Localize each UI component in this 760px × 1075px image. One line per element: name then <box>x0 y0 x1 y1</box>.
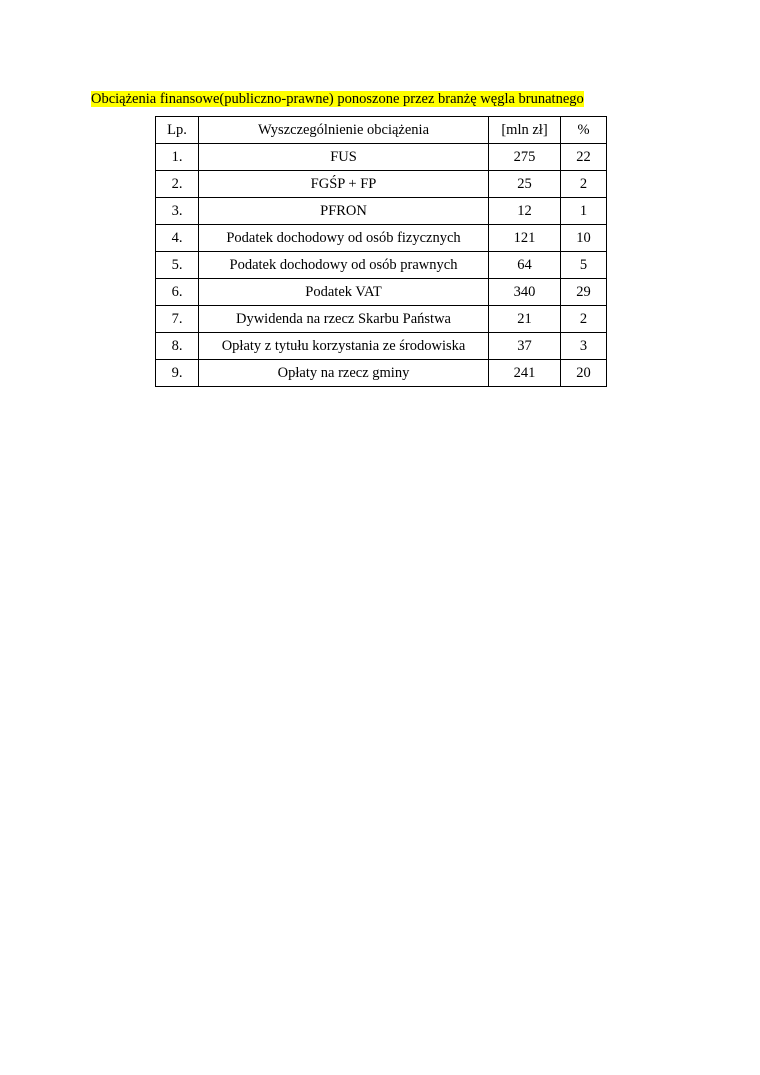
cell-percent: 3 <box>561 333 607 360</box>
cell-amount: 21 <box>489 306 561 333</box>
cell-lp: 6. <box>156 279 199 306</box>
cell-amount: 64 <box>489 252 561 279</box>
cell-percent: 22 <box>561 144 607 171</box>
cell-percent: 2 <box>561 171 607 198</box>
cell-amount: 25 <box>489 171 561 198</box>
table-row <box>156 225 607 252</box>
header-name: Wyszczególnienie obciążenia <box>199 117 489 144</box>
header-percent: % <box>561 117 607 144</box>
cell-name: Dywidenda na rzecz Skarbu Państwa <box>199 306 489 333</box>
cell-name: Opłaty z tytułu korzystania ze środowiska <box>199 333 489 360</box>
cell-amount: 37 <box>489 333 561 360</box>
table-row <box>156 333 607 360</box>
header-amount: [mln zł] <box>489 117 561 144</box>
table-row <box>156 198 607 225</box>
cell-lp: 2. <box>156 171 199 198</box>
table-row <box>156 252 607 279</box>
cell-percent: 29 <box>561 279 607 306</box>
table-row <box>156 306 607 333</box>
cell-lp: 9. <box>156 360 199 387</box>
table-row <box>156 360 607 387</box>
table-row <box>156 144 607 171</box>
burden-table <box>155 116 607 387</box>
cell-amount: 340 <box>489 279 561 306</box>
cell-lp: 8. <box>156 333 199 360</box>
table-row <box>156 279 607 306</box>
cell-name: Opłaty na rzecz gminy <box>199 360 489 387</box>
table-header-row <box>156 117 607 144</box>
cell-lp: 7. <box>156 306 199 333</box>
cell-lp: 3. <box>156 198 199 225</box>
cell-amount: 241 <box>489 360 561 387</box>
cell-lp: 5. <box>156 252 199 279</box>
cell-name: PFRON <box>199 198 489 225</box>
cell-lp: 4. <box>156 225 199 252</box>
cell-percent: 5 <box>561 252 607 279</box>
cell-percent: 20 <box>561 360 607 387</box>
cell-amount: 12 <box>489 198 561 225</box>
cell-percent: 2 <box>561 306 607 333</box>
cell-name: Podatek VAT <box>199 279 489 306</box>
cell-lp: 1. <box>156 144 199 171</box>
header-lp: Lp. <box>156 117 199 144</box>
cell-name: Podatek dochodowy od osób fizycznych <box>199 225 489 252</box>
page-title <box>91 90 584 108</box>
highlighted-title-text: Obciążenia finansowe(publiczno-prawne) ponoszone przez branżę węgla brunatnego <box>91 91 584 107</box>
table-row <box>156 171 607 198</box>
cell-percent: 10 <box>561 225 607 252</box>
cell-name: FUS <box>199 144 489 171</box>
cell-name: Podatek dochodowy od osób prawnych <box>199 252 489 279</box>
cell-amount: 121 <box>489 225 561 252</box>
cell-amount: 275 <box>489 144 561 171</box>
cell-percent: 1 <box>561 198 607 225</box>
cell-name: FGŚP + FP <box>199 171 489 198</box>
